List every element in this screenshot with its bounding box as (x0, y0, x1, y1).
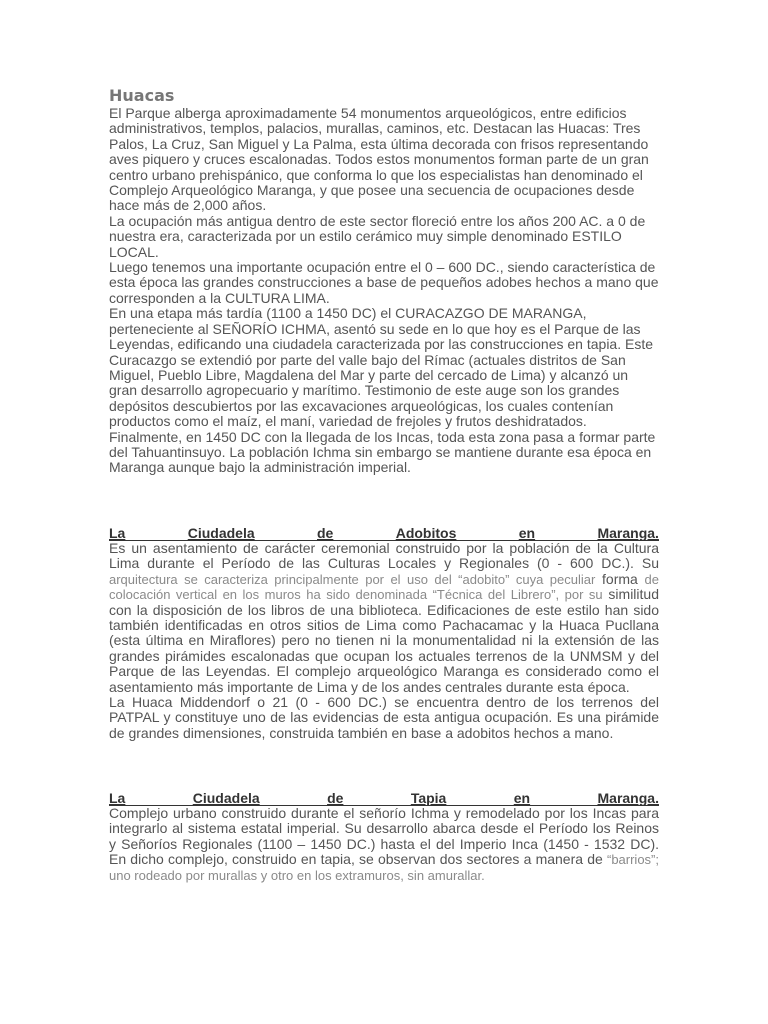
heading-word: Maranga. (597, 525, 659, 541)
heading-word: Ciudadela (192, 790, 260, 806)
paragraph-text: Complejo urbano construido durante el señorío Ichma y remodelado por los Incas para integrarlo al sistema estatal imperial. Su desarrollo abarca desde el Período los Reinos y Señoríos Regionales (1100 – 1450 DC.) hasta el del Imperio Inca (1450 - 1532 DC). En dicho complejo, construido en tapia, se observan dos sectores a manera de (109, 805, 659, 868)
document-title: Huacas (109, 86, 175, 105)
intro-paragraph: La ocupación más antigua dentro de este sector floreció entre los años 200 AC. a 0 de nuestra era, caracterizada por un estilo cerámico muy simple denominado ESTILO LOCAL. (109, 212, 646, 260)
heading-word: La (109, 525, 126, 541)
heading-word: Ciudadela (187, 525, 255, 541)
heading-word: de (317, 525, 334, 541)
intro-paragraph: El Parque alberga aproximadamente 54 monumentos arqueológicos, entre edificios administrativos, templos, palacios, murallas, caminos, etc. Destacan las Huacas: Tres Palos, La Cruz, San Miguel y La Palma, esta última decorada con frisos representando aves piquero y cruces escalonadas. Todos estos monumentos forman parte de un gran centro urbano prehispánico, que conforma lo que los especialistas han denominado el Complejo Arqueológico Maranga, y que posee una secuencia de ocupaciones desde hace más de 2,000 años. (109, 105, 649, 214)
intro-paragraph: Finalmente, en 1450 DC con la llegada de los Incas, toda esta zona pasa a formar parte del Tahuantinsuyo. La población Ichma sin embargo se mantiene durante esa época en Maranga aunque bajo la administración imperial. (109, 428, 656, 476)
section-heading (109, 526, 659, 541)
intro-section (109, 106, 659, 476)
heading-word: Adobitos (395, 525, 457, 541)
section-paragraph (109, 806, 659, 883)
section-adobitos (109, 526, 659, 741)
paragraph-text: Es un asentamiento de carácter ceremonial construido por la población de la Cultura Lima durante el Período de las Culturas Locales y Regionales (0 - 600 DC.). Su (109, 540, 659, 572)
paragraph-text-light: arquitectura se caracteriza principalmente por el uso del “adobito” cuya peculiar (109, 571, 596, 587)
section-tapia (109, 791, 659, 883)
paragraph-text-light: “barrios”; uno rodeado por murallas y otro en los extramuros, sin amurallar. (109, 852, 659, 883)
heading-word: en (518, 525, 536, 541)
intro-paragraph: Luego tenemos una importante ocupación entre el 0 – 600 DC., siendo característica de esta época las grandes construcciones a base de pequeños adobes hechos a mano que corresponden a la CULTURA LIMA. (109, 259, 659, 306)
document-page (109, 86, 659, 883)
heading-word: Maranga. (597, 790, 659, 806)
paragraph-text: forma (595, 570, 645, 587)
paragraph-text: similitud con la disposición de los libros de una biblioteca. Edificaciones de este estilo han sido también identificadas en otros sitios de Lima como Pachacamac y la Huaca Pucllana (esta última en Miraflores) pero no tienen ni la monumentalidad ni la extensión de las grandes pirámides escalonadas que ocupan los actuales terrenos de la UNMSM y del Parque de las Leyendas. El complejo arqueológico Maranga es considerado como el asentamiento más importante de Lima y de los andes centrales durante esta época. (109, 586, 659, 695)
heading-word: de (327, 790, 344, 806)
paragraph-text-light: de colocación vertical en los muros ha sido denominada “Técnica del Librero”, por su (109, 571, 659, 603)
heading-word: en (513, 790, 531, 806)
heading-word: La (109, 790, 126, 806)
section-paragraph: La Huaca Middendorf o 21 (0 - 600 DC.) se encuentra dentro de los terrenos del PATPAL y constituye uno de las evidencias de esta antigua ocupación. Es una pirámide de grandes dimensiones, construida también en base a adobitos hechos a mano. (109, 694, 659, 741)
section-paragraph (109, 541, 659, 695)
intro-paragraph: En una etapa más tardía (1100 a 1450 DC) el CURACAZGO DE MARANGA, perteneciente al SEÑORÍO ICHMA, asentó su sede en lo que hoy es el Parque de las Leyendas, edificando una ciudadela caracterizada por las construcciones en tapia. Este Curacazgo se extendió por parte del valle bajo del Rímac (actuales distritos de San Miguel, Pueblo Libre, Magdalena del Mar y parte del cercado de Lima) y alcanzó un gran desarrollo agropecuario y marítimo. Testimonio de este auge son los grandes depósitos descubiertos por las excavaciones arqueológicas, los cuales contenían productos como el maíz, el maní, variedad de frejoles y frutos deshidratados. (109, 305, 654, 430)
heading-word: Tapia (410, 790, 447, 806)
section-heading (109, 791, 659, 806)
